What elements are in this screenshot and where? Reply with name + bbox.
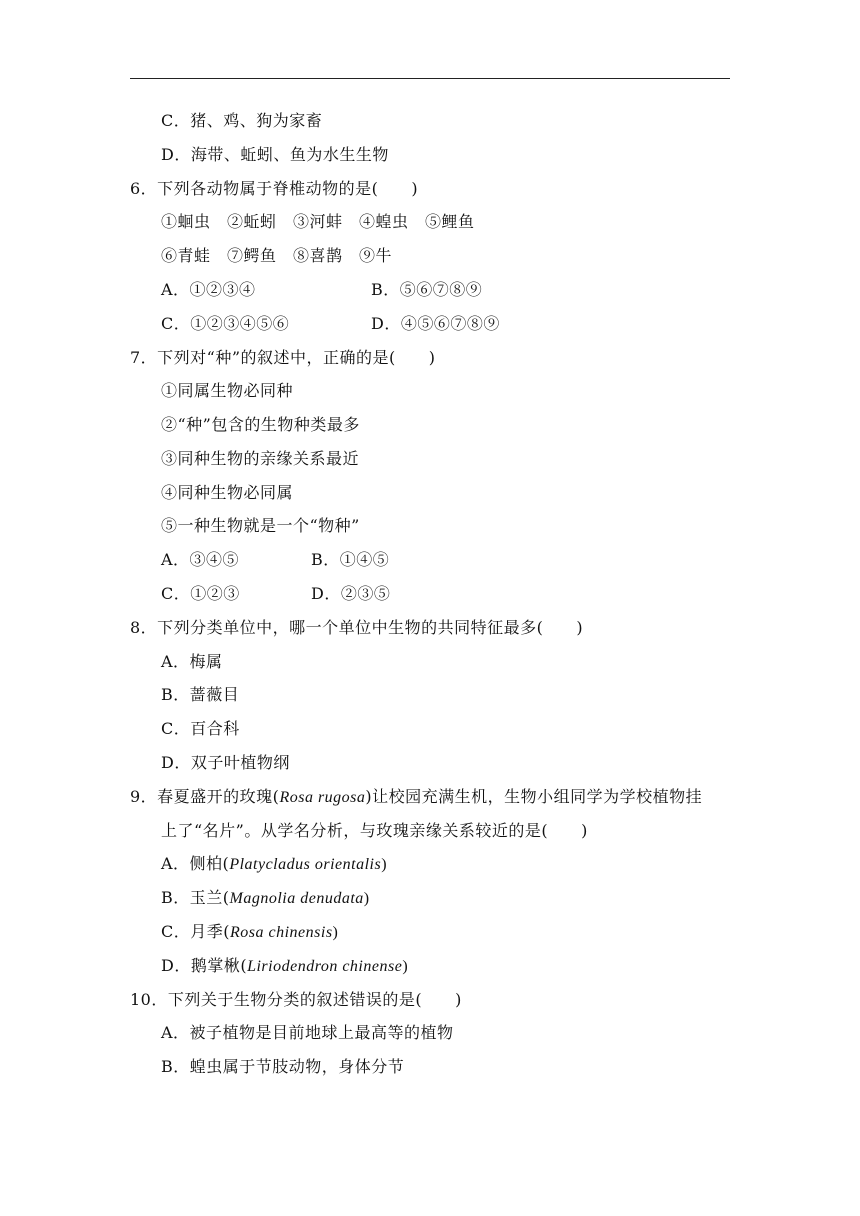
q9-option-c-text: C．月季(	[161, 922, 230, 941]
q9-option-a-text: A．侧柏(	[161, 854, 230, 873]
q8-option-d: D．双子叶植物纲	[161, 753, 290, 772]
q7-option-c: C．①②③	[161, 584, 240, 603]
q6-option-d: D．④⑤⑥⑦⑧⑨	[371, 314, 500, 333]
q7-statement-5: ⑤一种生物就是一个“物种”	[161, 516, 360, 535]
q9-option-b-latin: Magnolia denudata	[229, 890, 364, 907]
q10-stem: 10．下列关于生物分类的叙述错误的是( )	[130, 990, 462, 1009]
q5-option-d: D．海带、蚯蚓、鱼为水生生物	[161, 145, 389, 164]
q6-option-b: B．⑤⑥⑦⑧⑨	[371, 280, 483, 299]
q9-option-c-latin: Rosa chinensis	[230, 924, 333, 941]
q9-stem-pre: 9．春夏盛开的玫瑰(	[130, 787, 280, 806]
q10-option-b: B．蝗虫属于节肢动物，身体分节	[161, 1057, 405, 1076]
q7-statement-2: ②“种”包含的生物种类最多	[161, 415, 360, 434]
q7-option-b: B．①④⑤	[311, 550, 390, 569]
q9-option-a-latin: Platycladus orientalis	[229, 856, 382, 873]
q6-option-c: C．①②③④⑤⑥	[161, 314, 290, 333]
q6-items-line1: ①蛔虫 ②蚯蚓 ③河蚌 ④蝗虫 ⑤鲤鱼	[161, 212, 475, 231]
q7-statement-4: ④同种生物必同属	[161, 483, 294, 502]
q6-items-line2: ⑥青蛙 ⑦鳄鱼 ⑧喜鹊 ⑨牛	[161, 246, 393, 265]
q7-option-a: A．③④⑤	[161, 550, 240, 569]
q9-option-d-close: )	[402, 958, 409, 975]
q9-option-b-text: B．玉兰(	[161, 888, 230, 907]
q9-option-d-latin: Liriodendron chinense	[247, 958, 403, 975]
q9-option-b-close: )	[363, 890, 370, 907]
header-rule	[130, 78, 730, 79]
q7-statement-3: ③同种生物的亲缘关系最近	[161, 449, 360, 468]
q9-stem-line1	[130, 787, 702, 808]
q6-stem: 6．下列各动物属于脊椎动物的是( )	[130, 179, 419, 198]
q9-rosa-rugosa: Rosa rugosa	[279, 789, 366, 806]
q6-option-a: A．①②③④	[161, 280, 256, 299]
q5-option-c: C．猪、鸡、狗为家畜	[161, 111, 323, 130]
q8-option-c: C．百合科	[161, 719, 240, 738]
q8-option-a: A．梅属	[161, 652, 223, 671]
q10-option-a: A．被子植物是目前地球上最高等的植物	[161, 1023, 454, 1042]
q9-option-d-text: D．鹅掌楸(	[161, 956, 248, 975]
q9-option-a	[161, 854, 387, 875]
q7-stem: 7．下列对“种”的叙述中，正确的是( )	[130, 348, 436, 367]
q9-option-b	[161, 888, 370, 909]
q9-option-a-close: )	[381, 856, 388, 873]
q7-statement-1: ①同属生物必同种	[161, 381, 294, 400]
q8-option-b: B．蔷薇目	[161, 685, 240, 704]
q9-option-c-close: )	[332, 924, 339, 941]
q7-option-d: D．②③⑤	[311, 584, 391, 603]
q8-stem: 8．下列分类单位中，哪一个单位中生物的共同特征最多( )	[130, 618, 584, 637]
q9-option-d	[161, 956, 408, 977]
q9-stem-line2: 上了“名片”。从学名分析，与玫瑰亲缘关系较近的是( )	[161, 821, 588, 840]
q9-option-c	[161, 922, 338, 943]
q9-stem-post: )让校园充满生机，生物小组同学为学校植物挂	[365, 787, 703, 806]
